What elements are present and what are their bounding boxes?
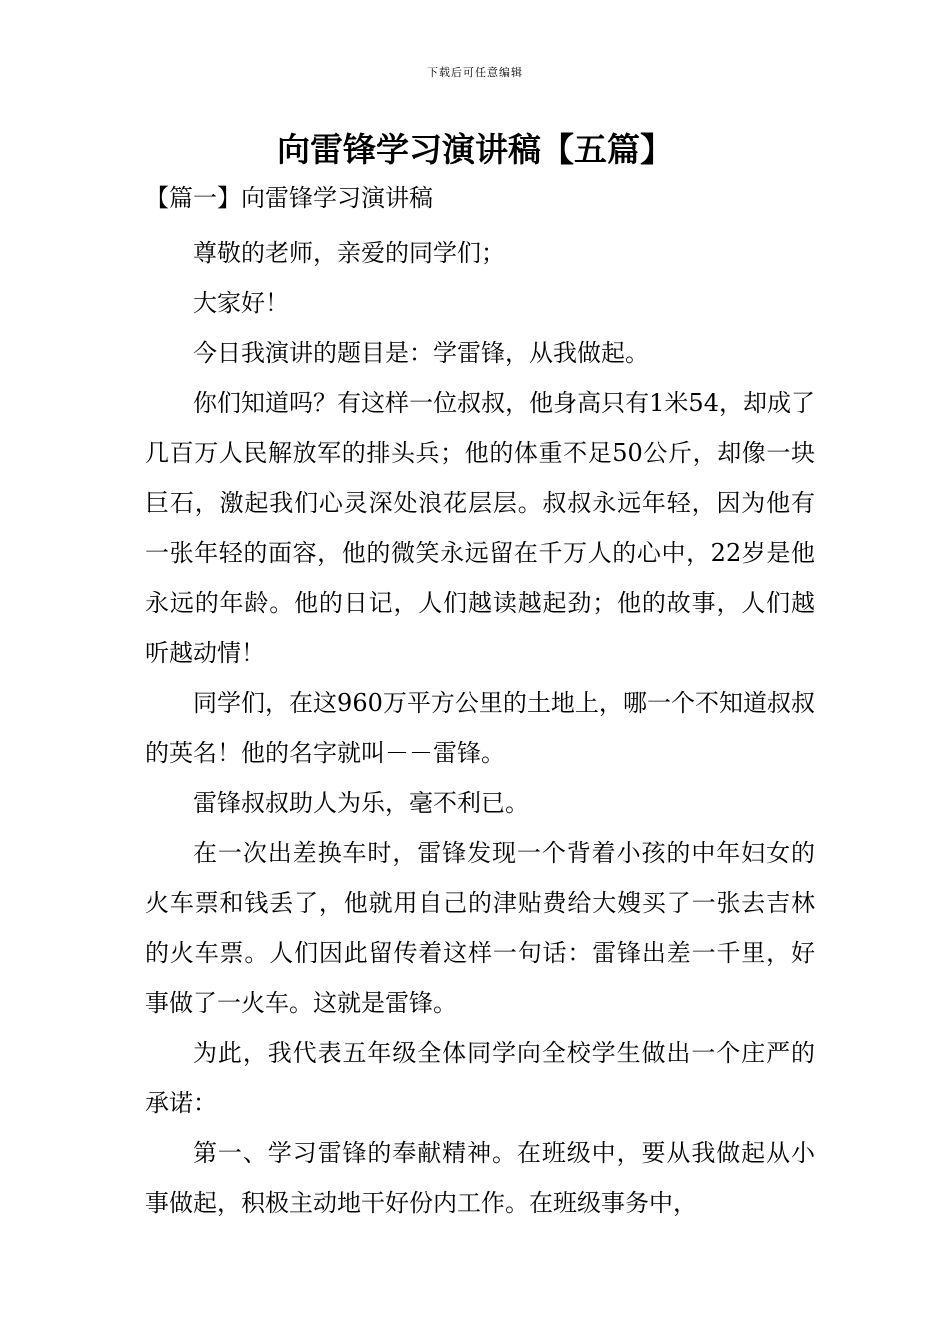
page-header-note: 下载后可任意编辑	[427, 66, 523, 79]
paragraph-promise: 为此，我代表五年级全体同学向全校学生做出一个庄严的承诺：	[145, 1039, 815, 1117]
paragraph-first-point: 第一、学习雷锋的奉献精神。在班级中，要从我做起从小事做起，积极主动地干好份内工作。在班级事务中，	[145, 1139, 815, 1217]
paragraph-hello: 大家好！	[193, 289, 289, 317]
paragraph-introduction: 你们知道吗？有这样一位叔叔，他身高只有1米54，却成了几百万人民解放军的排头兵；他的体重不足50公斤，却像一块巨石，激起我们心灵深处浪花层层。叔叔永远年轻，因为他有一张年轻的面容，他的微笑永远留在千万人的心中，22岁是他永远的年龄。他的日记，人们越读越起劲；他的故事，人们越听越动情！	[145, 389, 815, 667]
paragraph-topic: 今日我演讲的题目是：学雷锋，从我做起。	[193, 339, 649, 367]
paragraph-greeting-audience: 尊敬的老师，亲爱的同学们；	[193, 239, 505, 267]
paragraph-helpful: 雷锋叔叔助人为乐，毫不利已。	[193, 789, 529, 817]
document-title: 向雷锋学习演讲稿【五篇】	[277, 130, 673, 169]
document-body	[145, 228, 815, 1228]
paragraph-train-story: 在一次出差换车时，雷锋发现一个背着小孩的中年妇女的火车票和钱丢了，他就用自己的津贴费给大嫂买了一张去吉林的火车票。人们因此留传着这样一句话：雷锋出差一千里，好事做了一火车。这就是雷锋。	[145, 839, 815, 1017]
section-heading: 【篇一】向雷锋学习演讲稿	[145, 184, 433, 212]
paragraph-name-reveal: 同学们，在这960万平方公里的土地上，哪一个不知道叔叔的英名！他的名字就叫－－雷锋。	[145, 689, 815, 767]
